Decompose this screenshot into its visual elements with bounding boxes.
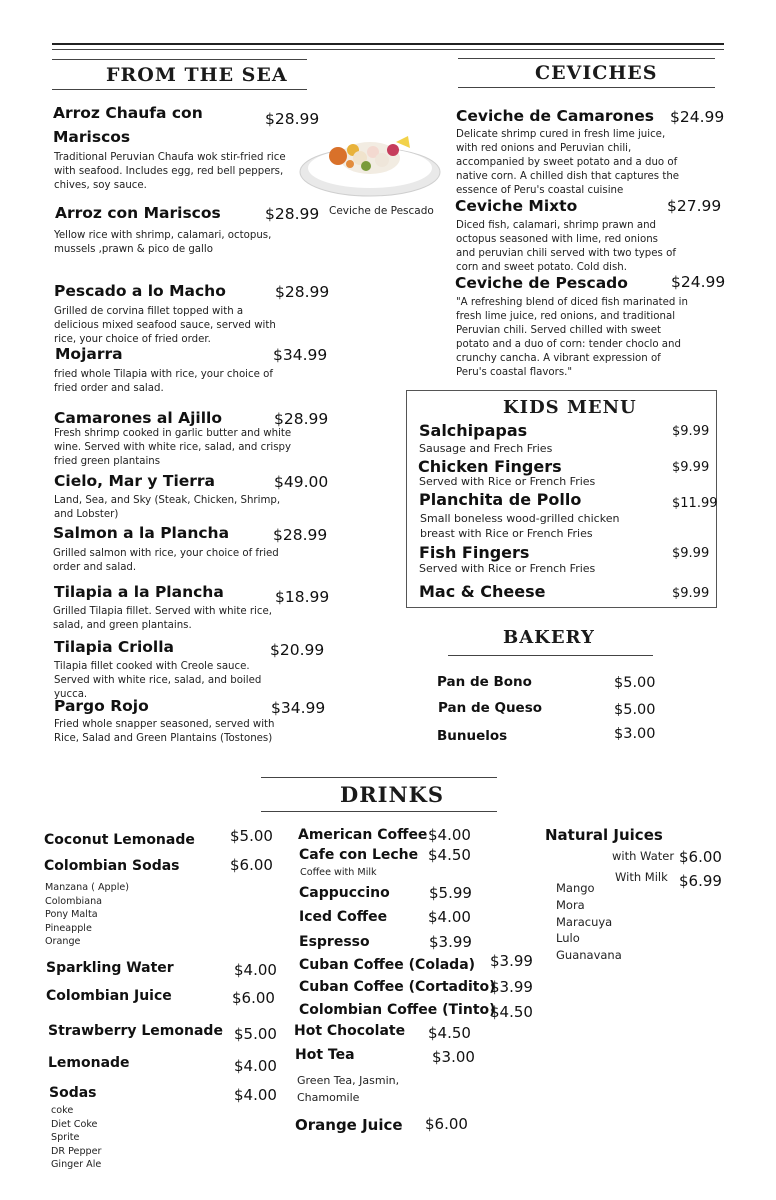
top-rule-inner <box>52 49 724 50</box>
kids-item-sub: Served with Rice or French Fries <box>419 562 596 575</box>
ceviche-item-name: Ceviche de Pescado <box>455 274 628 292</box>
bakery-heading: BAKERY <box>503 627 595 648</box>
drinks-heading: DRINKS <box>340 782 445 807</box>
juice-flavors-list <box>556 880 622 964</box>
drink-price: $4.50 <box>428 1024 471 1042</box>
list-item: Diet Coke <box>51 1118 98 1130</box>
kids-item-name: Salchipapas <box>419 421 528 440</box>
drinks-rule-top <box>261 777 497 778</box>
ceviche-item-name: Ceviche Mixto <box>455 197 578 215</box>
list-item: Lulo <box>556 931 580 946</box>
sea-item-desc: Yellow rice with shrimp, calamari, octopus, mussels ,prawn & pico de gallo <box>54 230 272 255</box>
drink-name: Strawberry Lemonade <box>48 1023 223 1039</box>
drink-price: $4.00 <box>234 1057 277 1075</box>
sea-item-price: $28.99 <box>273 526 328 544</box>
drinks-rule-bottom <box>261 811 497 812</box>
kids-item-price: $9.99 <box>672 424 710 439</box>
sea-item-desc: Tilapia fillet cooked with Creole sauce. Served with white rice, salad, and boiled yucca. <box>54 661 262 700</box>
drink-name: Colombian Coffee (Tinto) <box>299 1002 496 1018</box>
drink-name: Hot Tea <box>295 1047 355 1063</box>
drink-name: Sparkling Water <box>46 960 174 976</box>
sea-item-name: Mojarra <box>55 345 123 363</box>
ceviche-item-name: Ceviche de Camarones <box>456 107 654 125</box>
list-item: Maracuya <box>556 914 613 929</box>
drink-name: Cappuccino <box>299 885 390 901</box>
bakery-item-name: Pan de Bono <box>437 674 532 690</box>
drink-name: Colombian Juice <box>46 988 172 1004</box>
drink-name: Hot Chocolate <box>294 1023 406 1039</box>
sea-item-price: $28.99 <box>265 205 320 223</box>
list-item: DR Pepper <box>51 1145 102 1157</box>
top-rule <box>52 43 724 45</box>
drink-price: $3.99 <box>490 952 533 970</box>
sea-item-name: Pargo Rojo <box>54 697 149 715</box>
sea-rule-top <box>52 59 307 60</box>
sea-item-desc: Land, Sea, and Sky (Steak, Chicken, Shrimp, and Lobster) <box>54 495 281 520</box>
drink-name: Espresso <box>299 934 370 950</box>
sea-item-name: Tilapia a la Plancha <box>54 583 224 601</box>
sea-item-desc: Grilled Tilapia fillet. Served with white rice, salad, and green plantains. <box>53 606 272 631</box>
sea-item-price: $18.99 <box>275 588 330 606</box>
ceviche-item-desc: Diced fish, calamari, shrimp prawn and octopus seasoned with lime, red onions and peruvian chili served with two types of corn and sweet potato. Cold dish. <box>456 220 676 273</box>
list-item: Colombiana <box>45 895 103 907</box>
bakery-item-price: $3.00 <box>614 726 656 742</box>
sea-item-price: $20.99 <box>270 641 325 659</box>
drink-name: Sodas <box>49 1085 97 1101</box>
bakery-item-name: Bunuelos <box>437 728 508 744</box>
list-item: Guanavana <box>556 948 622 963</box>
drink-price: $4.50 <box>428 846 471 864</box>
drink-name: Iced Coffee <box>299 909 388 925</box>
sea-item-desc: Traditional Peruvian Chaufa wok stir-fried rice with seafood. Includes egg, red bell peppers, chives, soy sauce. <box>54 152 286 191</box>
drink-price: $3.99 <box>429 933 472 951</box>
drink-price: $6.00 <box>230 856 273 874</box>
list-item: Mora <box>556 897 585 912</box>
drink-price: $3.00 <box>432 1048 475 1066</box>
drink-price: $6.00 <box>425 1115 468 1133</box>
kids-item-price: $9.99 <box>672 586 710 601</box>
sea-rule-bottom <box>52 89 307 90</box>
natural-juices-title: Natural Juices <box>545 826 663 844</box>
sea-item-desc: Fresh shrimp cooked in garlic butter and white wine. Served with white rice, salad, and crispy fried green plantains <box>54 428 292 467</box>
drink-name: Cuban Coffee (Colada) <box>299 957 476 973</box>
list-item: Pineapple <box>45 922 92 934</box>
sea-item-name: Arroz con Mariscos <box>55 204 221 222</box>
drink-price: $5.00 <box>234 1025 277 1043</box>
sea-item-name: Tilapia Criolla <box>54 638 174 656</box>
drink-name: Coconut Lemonade <box>44 832 195 848</box>
juice-option-label: With Milk <box>615 870 668 884</box>
sea-item-name: Camarones al Ajillo <box>54 409 222 427</box>
drink-price: $4.00 <box>428 908 471 926</box>
kids-item-sub: Served with Rice or French Fries <box>419 475 596 488</box>
ceviches-rule-bottom <box>458 87 715 88</box>
drink-name: Cuban Coffee (Cortadito) <box>299 979 496 995</box>
bakery-item-name: Pan de Queso <box>438 700 543 716</box>
sea-item-desc: Grilled salmon with rice, your choice of fried order and salad. <box>53 548 279 573</box>
drink-price: $6.00 <box>232 989 275 1007</box>
bakery-rule <box>448 655 653 656</box>
list-item: Mango <box>556 881 595 895</box>
ceviches-heading: CEVICHES <box>535 62 658 84</box>
ceviche-photo <box>298 128 442 202</box>
kids-item-name: Planchita de Pollo <box>419 490 582 509</box>
drink-name: Colombian Sodas <box>44 858 180 874</box>
list-item: Ginger Ale <box>51 1159 102 1171</box>
drink-price: $4.50 <box>490 1003 533 1021</box>
drink-name: Lemonade <box>48 1055 130 1071</box>
sea-item-price: $28.99 <box>275 283 330 301</box>
sea-item-desc: fried whole Tilapia with rice, your choice of fried order and salad. <box>54 369 273 394</box>
colombian-sodas-list <box>45 881 129 949</box>
kids-item-price: $11.99 <box>672 496 718 511</box>
drink-price: $4.00 <box>234 961 277 979</box>
sea-item-price: $49.00 <box>274 473 329 491</box>
list-item: Pony Malta <box>45 909 98 921</box>
list-item: coke <box>51 1105 74 1116</box>
sea-item-price: $34.99 <box>271 699 326 717</box>
sea-item-name: Salmon a la Plancha <box>53 524 230 542</box>
kids-item-name: Mac & Cheese <box>419 582 546 601</box>
ceviche-item-desc: Delicate shrimp cured in fresh lime juice, with red onions and Peruvian chili, accompanied by sweet potato and a duo of native corn. A chilled dish that captures the essence of Peru's coastal cuisine <box>456 129 680 196</box>
bakery-item-price: $5.00 <box>614 702 656 718</box>
drink-name: Orange Juice <box>295 1116 403 1134</box>
drink-sub: Green Tea, Jasmin, Chamomile <box>297 1074 400 1104</box>
sea-item-name: Arroz Chaufa con <box>53 104 203 122</box>
sea-item-desc: Grilled de corvina fillet topped with a delicious mixed seafood sauce, served with rice, your choice of fried order. <box>54 306 276 345</box>
kids-item-name: Fish Fingers <box>419 543 530 562</box>
kids-item-sub: Sausage and Frech Fries <box>419 442 553 455</box>
drink-price: $4.00 <box>428 826 471 844</box>
sea-item-name: Cielo, Mar y Tierra <box>54 472 216 490</box>
kids-heading: KIDS MENU <box>503 397 637 418</box>
ceviches-rule-top <box>458 58 715 59</box>
juice-option-label: with Water <box>612 849 675 863</box>
photo-caption: Ceviche de Pescado <box>329 205 434 217</box>
kids-item-name: Chicken Fingers <box>418 457 562 476</box>
juice-option-price: $6.99 <box>679 872 722 890</box>
kids-item-sub: Small boneless wood-grilled chicken breast with Rice or French Fries <box>420 512 620 540</box>
sea-item-name-cont: Mariscos <box>53 128 131 146</box>
kids-item-price: $9.99 <box>672 460 710 475</box>
juice-option-price: $6.00 <box>679 848 722 866</box>
sea-item-price: $28.99 <box>274 410 329 428</box>
sea-heading: FROM THE SEA <box>106 64 288 86</box>
sea-item-name: Pescado a lo Macho <box>54 282 226 300</box>
sodas-list <box>51 1104 101 1172</box>
list-item: Sprite <box>51 1132 80 1144</box>
drink-price: $5.00 <box>230 827 273 845</box>
drink-price: $5.99 <box>429 884 472 902</box>
ceviche-item-price: $24.99 <box>671 273 726 291</box>
ceviche-item-price: $27.99 <box>667 197 722 215</box>
sea-item-desc: Fried whole snapper seasoned, served with Rice, Salad and Green Plantains (Tostones) <box>54 719 275 744</box>
sea-item-price: $34.99 <box>273 346 328 364</box>
ceviche-item-desc: "A refreshing blend of diced fish marinated in fresh lime juice, red onions, and traditional Peruvian chili. Served chilled with sweet potato and a duo of corn: tender choclo and crunchy cancha. A vibrant expression of Peru's coastal flavors." <box>456 297 688 378</box>
sea-item-price: $28.99 <box>265 110 320 128</box>
drink-name: Cafe con Leche <box>299 847 419 863</box>
list-item: Manzana ( Apple) <box>45 882 130 893</box>
kids-item-price: $9.99 <box>672 546 710 561</box>
drink-price: $4.00 <box>234 1086 277 1104</box>
drink-sub: Coffee with Milk <box>300 867 377 878</box>
bakery-item-price: $5.00 <box>614 675 656 691</box>
drink-name: American Coffee <box>298 827 428 843</box>
list-item: Orange <box>45 936 81 948</box>
drink-price: $3.99 <box>490 978 533 996</box>
ceviche-item-price: $24.99 <box>670 108 725 126</box>
